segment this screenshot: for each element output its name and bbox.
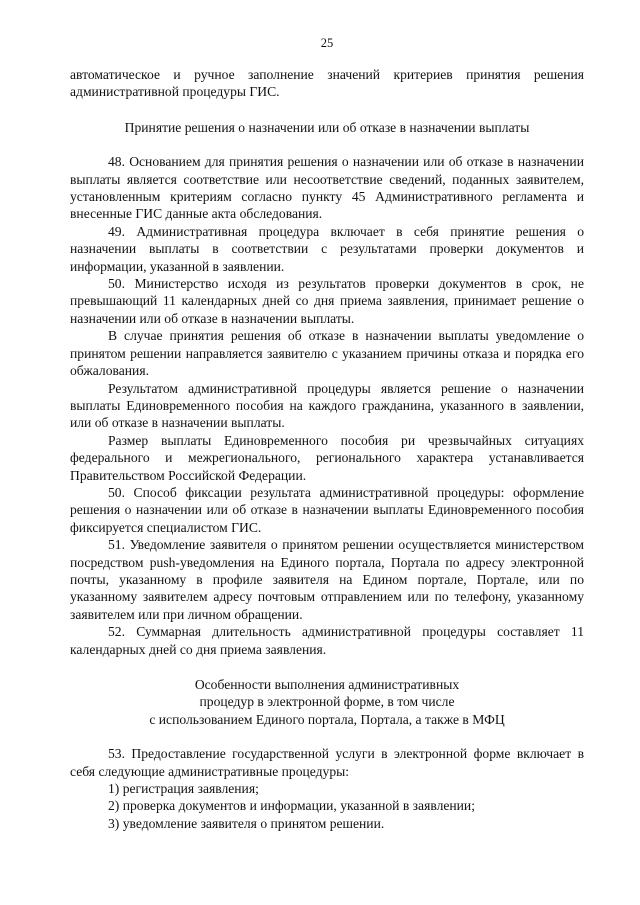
paragraph-51: 51. Уведомление заявителя о принятом решении осуществляется министерством посредством push-уведомления на Единого портала, Портала по адресу электронной почты, указанному в профиле заявителя на Едином портале, Портале, или по указанному заявителем адресу почтовым отправлением или по телефону, указанному заявителем или при личном обращении. (70, 537, 584, 622)
list-item: 2) проверка документов и информации, указанной в заявлении; (108, 798, 475, 814)
paragraph-result: Результатом административной процедуры является решение о назначении выплаты Единовременного пособия на каждого гражданина, указанного в заявлении, или об отказе в назначении выплаты. (70, 380, 584, 431)
paragraph-49: 49. Административная процедура включает в себя принятие решения о назначении выплаты в соответствии с результатами проверки документов и информации, указанной в заявлении. (70, 223, 584, 274)
paragraph-50-fixation: 50. Способ фиксации результата административной процедуры: оформление решения о назначении или об отказе в назначении выплаты Единовременного пособия фиксируется специалистом ГИС. (70, 484, 584, 535)
list-item: 1) регистрация заявления; (108, 781, 259, 797)
section-heading-decision: Принятие решения о назначении или об отказе в назначении выплаты (124, 119, 530, 135)
document-page (70, 0, 584, 905)
section-heading-electronic-line-2: процедур в электронной форме, в том числе (199, 694, 455, 710)
paragraph-48: 48. Основанием для принятия решения о назначении или об отказе в назначении выплаты является соответствие или несоответствие сведений, поданных заявителем, установленным критериям согласно пункту 45 Административного регламента и внесенные ГИС данные акта обследования. (70, 154, 584, 222)
paragraph-50: 50. Министерство исходя из результатов проверки документов в срок, не превышающий 11 календарных дней со дня приема заявления, принимает решение о назначении или об отказе в назначении выплаты. (70, 276, 584, 326)
paragraph-refusal-notice: В случае принятия решения об отказе в назначении выплаты уведомление о принятом решении направляется заявителю с указанием причины отказа и порядка его обжалования. (70, 328, 584, 379)
section-heading-electronic-line-1: Особенности выполнения административных (194, 677, 460, 692)
page-number: 25 (320, 36, 334, 50)
paragraph-payment-size: Размер выплаты Единовременного пособия ри чрезвычайных ситуациях федерального и межрегионального, регионального характера устанавливается Правительством Российской Федерации. (70, 432, 584, 483)
page-content (70, 66, 584, 832)
list-item: 3) уведомление заявителя о принятом решении. (108, 815, 385, 831)
paragraph-53: 53. Предоставление государственной услуги в электронной форме включает в себя следующие административные процедуры: (70, 746, 584, 779)
intro-paragraph: автоматическое и ручное заполнение значений критериев принятия решения административной процедуры ГИС. (70, 67, 584, 100)
paragraph-52: 52. Суммарная длительность административной процедуры составляет 11 календарных дней со дня приема заявления. (70, 624, 584, 657)
section-heading-electronic-line-3: с использованием Единого портала, Портала, а также в МФЦ (149, 711, 505, 727)
